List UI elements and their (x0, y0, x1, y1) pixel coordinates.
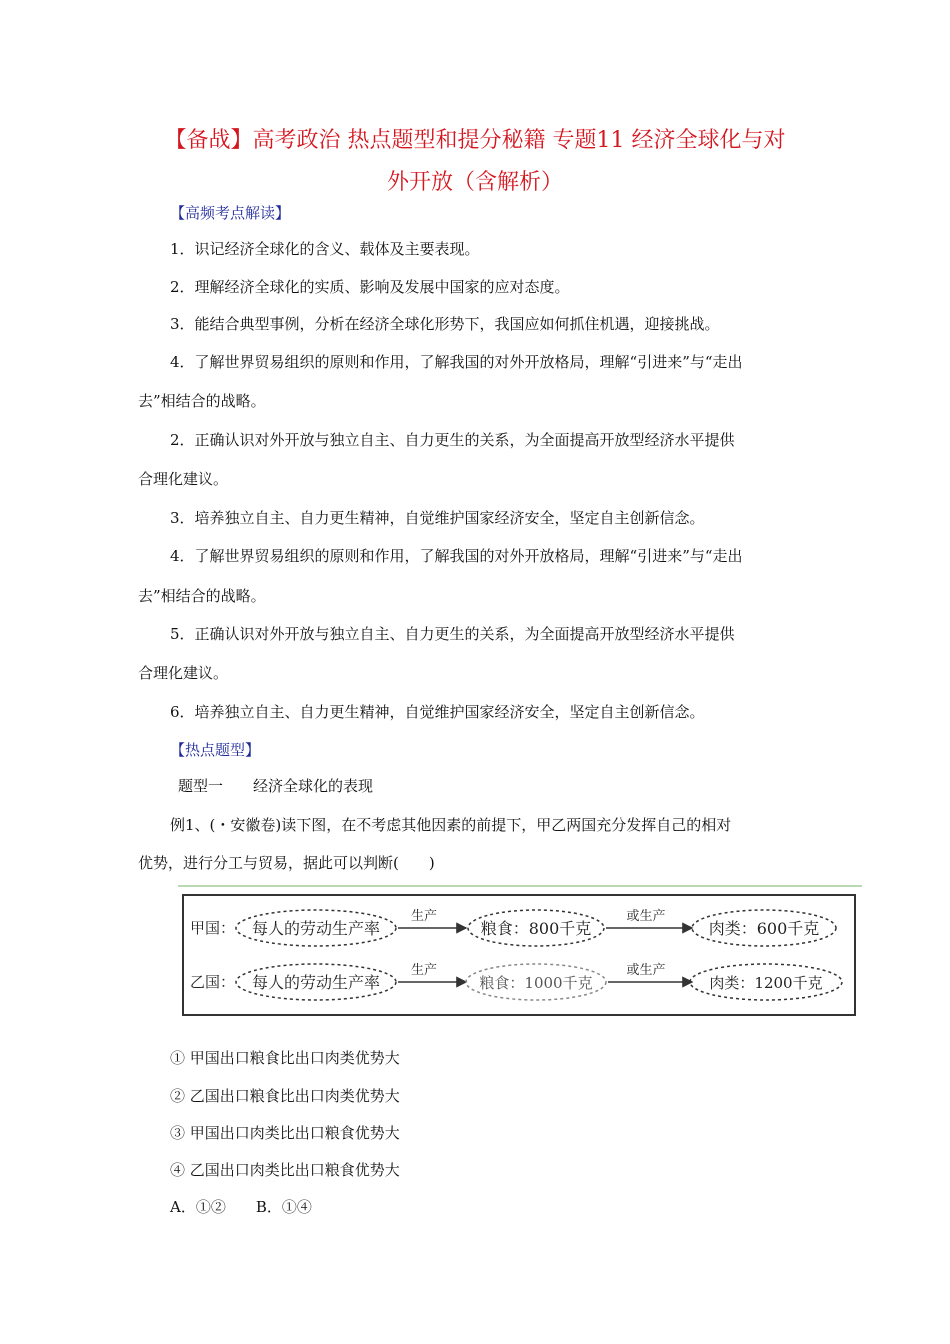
diagram-canvas (184, 896, 854, 1014)
point-8: 5．正确认识对外开放与独立自主、自力更生的关系，为全面提高开放型经济水平提供 (170, 625, 735, 643)
section-heading-interpret: 【高频考点解读】 (170, 204, 291, 222)
point-2: 2．理解经济全球化的实质、影响及发展中国家的应对态度。 (170, 278, 570, 296)
answer-choices: A．①② B．①④ (170, 1198, 312, 1216)
point-8-cont: 合理化建议。 (138, 664, 229, 682)
row1-grain-label: 粮食：800千克 (480, 919, 592, 938)
title-line-2: 外开放（含解析） (386, 170, 563, 195)
row2-arrow-produce-label: 生产 (410, 963, 438, 978)
point-4: 4．了解世界贸易组织的原则和作用，了解我国的对外开放格局，理解“引进来”与“走出 (170, 353, 743, 371)
point-9: 6．培养独立自主、自力更生精神，自觉维护国家经济安全，坚定自主创新信念。 (170, 703, 705, 721)
document-title (120, 120, 830, 204)
row1-arrow-or-produce-label: 或生产 (626, 909, 666, 924)
row1-country-label: 甲国： (190, 919, 236, 937)
point-5-cont: 合理化建议。 (138, 470, 229, 488)
section-heading-hot: 【热点题型】 (170, 741, 261, 759)
option-2: ② 乙国出口粮食比出口肉类优势大 (170, 1087, 400, 1105)
option-1: ① 甲国出口粮食比出口肉类优势大 (170, 1049, 400, 1067)
point-4-cont: 去”相结合的战略。 (138, 392, 266, 410)
example-line-1: 例1、(・安徽卷)读下图，在不考虑其他因素的前提下，甲乙两国充分发挥自己的相对 (170, 816, 732, 834)
row2-grain-label: 粮食：1000千克 (479, 974, 593, 992)
row2-meat-label: 肉类：1200千克 (709, 974, 823, 992)
point-7: 4．了解世界贸易组织的原则和作用，了解我国的对外开放格局，理解“引进来”与“走出 (170, 547, 743, 565)
row2-country-label: 乙国： (190, 973, 236, 991)
row1-meat-label: 肉类：600千克 (708, 919, 820, 938)
title-line-1: 【备战】高考政治 热点题型和提分秘籍 专题11 经济全球化与对 (164, 128, 786, 153)
point-7-cont: 去”相结合的战略。 (138, 587, 266, 605)
point-3: 3．能结合典型事例，分析在经济全球化形势下，我国应如何抓住机遇，迎接挑战。 (170, 315, 720, 333)
row1-productivity-label: 每人的劳动生产率 (251, 919, 381, 938)
point-1: 1．识记经济全球化的含义、载体及主要表现。 (170, 240, 480, 258)
example-line-2: 优势，进行分工与贸易，据此可以判断( ) (138, 854, 435, 872)
productivity-diagram (182, 894, 856, 1016)
row2-arrow-or-produce-label: 或生产 (626, 963, 666, 978)
row2-productivity-label: 每人的劳动生产率 (251, 973, 381, 992)
row1-arrow-produce-label: 生产 (410, 909, 438, 924)
point-5: 2．正确认识对外开放与独立自主、自力更生的关系，为全面提高开放型经济水平提供 (170, 431, 735, 449)
option-3: ③ 甲国出口肉类比出口粮食优势大 (170, 1124, 400, 1142)
question-type-one: 题型一 经济全球化的表现 (178, 777, 374, 795)
point-6: 3．培养独立自主、自力更生精神，自觉维护国家经济安全，坚定自主创新信念。 (170, 509, 705, 527)
option-4: ④ 乙国出口肉类比出口粮食优势大 (170, 1161, 400, 1179)
figure-divider (178, 885, 862, 887)
